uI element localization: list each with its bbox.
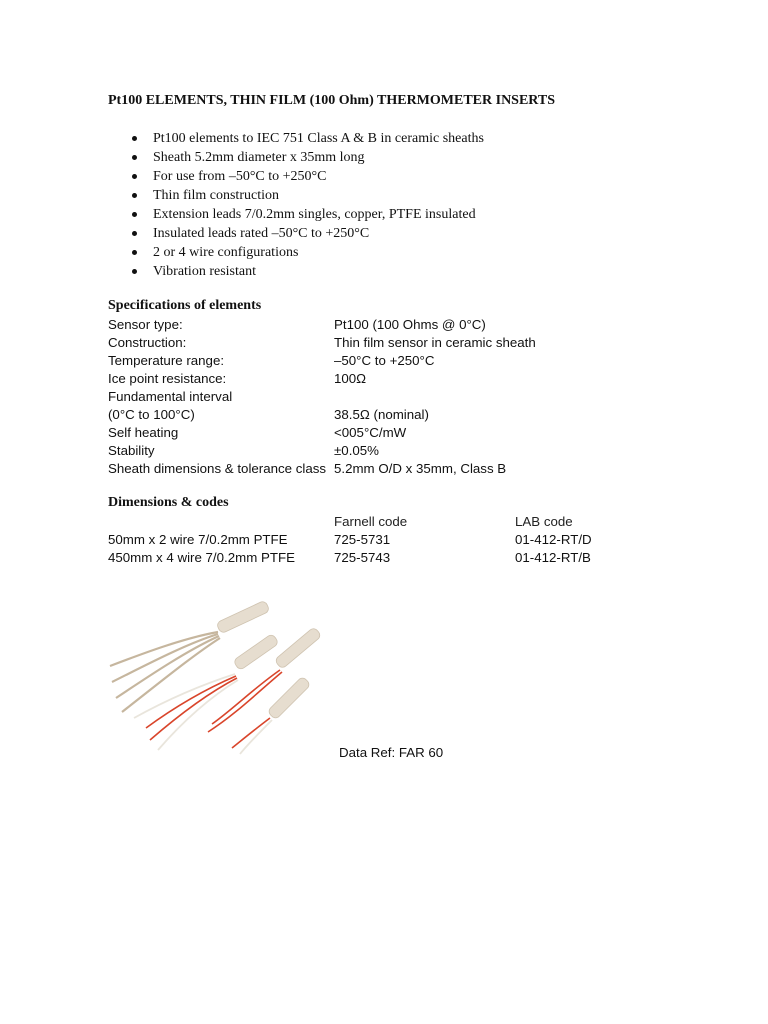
spec-label: Sheath dimensions & tolerance class: [108, 461, 327, 476]
spec-value: Thin film sensor in ceramic sheath: [334, 335, 536, 350]
column-header: [108, 513, 334, 531]
table-row: [108, 460, 536, 478]
bullet-icon: [132, 231, 137, 236]
column-header-lab: LAB code: [515, 514, 573, 529]
spec-value: 100Ω: [334, 371, 367, 386]
list-item: Thin film construction: [108, 186, 484, 205]
bullet-icon: [132, 174, 137, 179]
column-header-farnell: Farnell code: [334, 514, 408, 529]
list-item: For use from –50°C to +250°C: [108, 167, 484, 186]
spec-label: Self heating: [108, 425, 179, 440]
sensor-element-2: [134, 633, 279, 750]
spec-label: Temperature range:: [108, 353, 225, 368]
bullet-icon: [132, 155, 137, 160]
list-item: Sheath 5.2mm diameter x 35mm long: [108, 148, 484, 167]
bullet-icon: [132, 136, 137, 141]
table-row: [108, 549, 592, 567]
lab-code: 01-412-RT/B: [515, 550, 591, 565]
table-header-row: [108, 513, 592, 531]
spec-label: Sensor type:: [108, 317, 183, 332]
specs-title: Specifications of elements: [108, 298, 262, 313]
lab-code: 01-412-RT/D: [515, 532, 592, 547]
table-row: [108, 531, 592, 549]
bullet-icon: [132, 212, 137, 217]
bullet-icon: [132, 193, 137, 198]
data-reference: Data Ref: FAR 60: [339, 745, 444, 760]
bullet-icon: [132, 269, 137, 274]
sensor-element-4: [232, 676, 311, 754]
list-item: Insulated leads rated –50°C to +250°C: [108, 224, 484, 243]
spec-value: <005°C/mW: [334, 425, 407, 440]
spec-value: ±0.05%: [334, 443, 380, 458]
spec-label: Construction:: [108, 335, 187, 350]
dimensions-title: Dimensions & codes: [108, 495, 229, 510]
feature-list: [108, 129, 484, 281]
list-item: Extension leads 7/0.2mm singles, copper, PTFE insulated: [108, 205, 484, 224]
table-row: [108, 388, 536, 406]
dimension-description: 50mm x 2 wire 7/0.2mm PTFE: [108, 532, 288, 547]
spec-value: 38.5Ω (nominal): [334, 407, 429, 422]
bullet-icon: [132, 250, 137, 255]
page-title: Pt100 ELEMENTS, THIN FILM (100 Ohm) THERMOMETER INSERTS: [108, 93, 556, 108]
spec-label: Fundamental interval: [108, 389, 233, 404]
table-row: [108, 334, 536, 352]
table-row: [108, 370, 536, 388]
spec-label: Ice point resistance:: [108, 371, 227, 386]
table-row: [108, 442, 536, 460]
spec-value: 5.2mm O/D x 35mm, Class B: [334, 461, 507, 476]
specs-table: [108, 316, 536, 478]
spec-label: (0°C to 100°C): [108, 407, 195, 422]
product-photo: [104, 598, 344, 770]
spec-value: Pt100 (100 Ohms @ 0°C): [334, 317, 486, 332]
list-item: Pt100 elements to IEC 751 Class A & B in ceramic sheaths: [108, 129, 484, 148]
dimensions-table: [108, 513, 592, 567]
table-row: [108, 316, 536, 334]
table-row: [108, 424, 536, 442]
table-row: [108, 352, 536, 370]
spec-label: Stability: [108, 443, 155, 458]
spec-value: –50°C to +250°C: [334, 353, 435, 368]
table-row: [108, 406, 536, 424]
dimension-description: 450mm x 4 wire 7/0.2mm PTFE: [108, 550, 295, 565]
list-item: 2 or 4 wire configurations: [108, 243, 484, 262]
farnell-code: 725-5731: [334, 532, 391, 547]
farnell-code: 725-5743: [334, 550, 391, 565]
list-item: Vibration resistant: [108, 262, 484, 281]
